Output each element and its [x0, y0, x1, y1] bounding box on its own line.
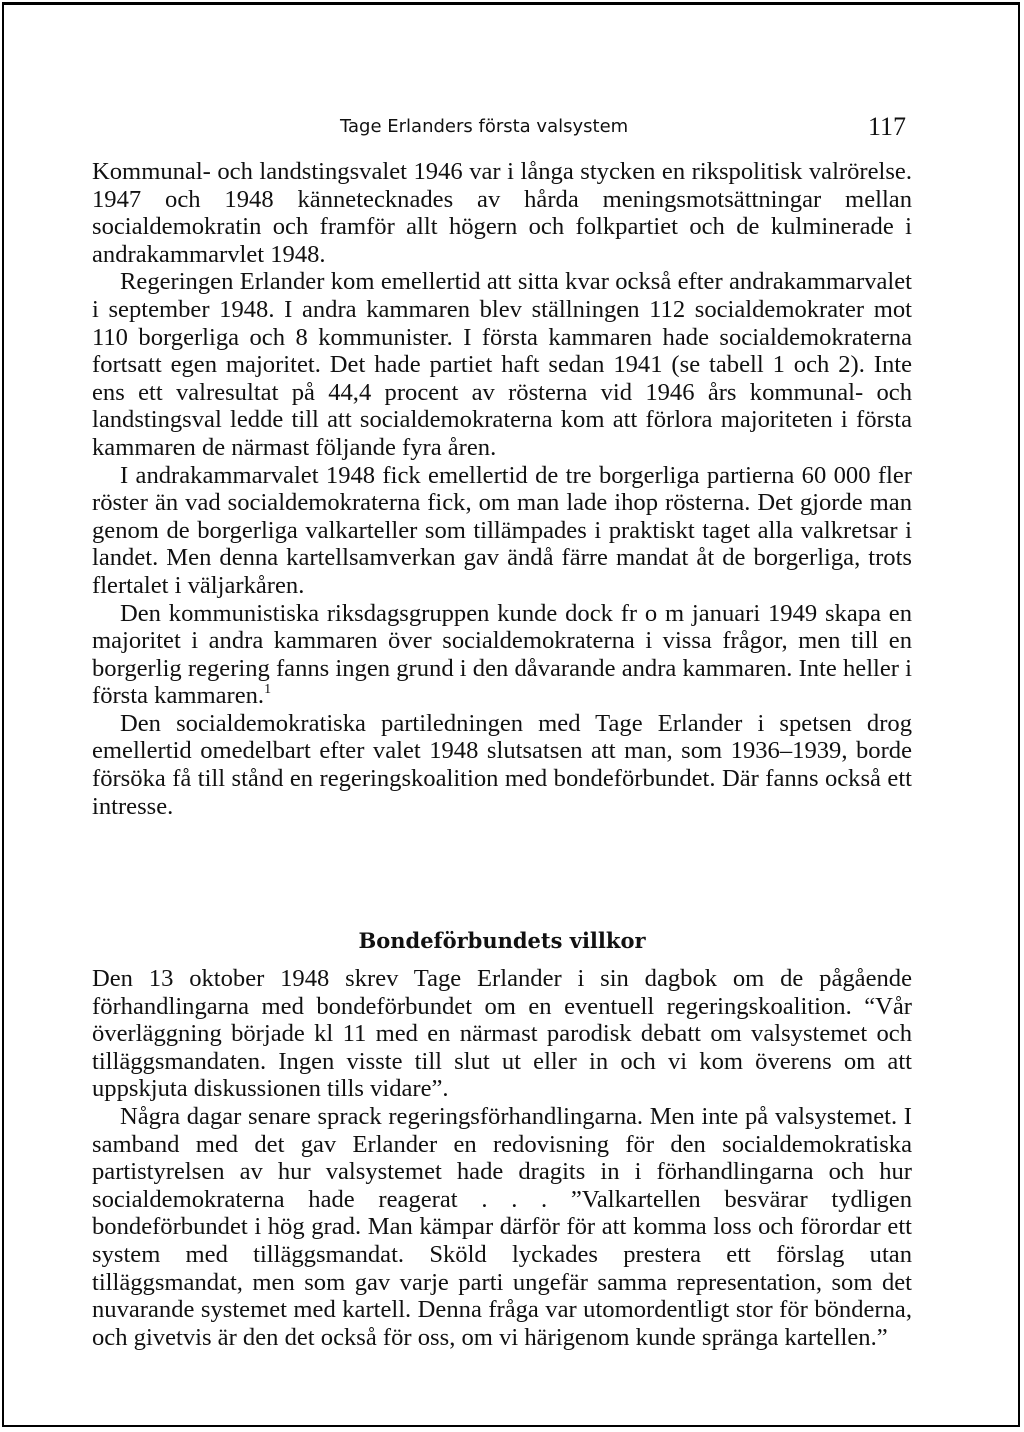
page-header — [92, 112, 910, 144]
paragraph-4 — [92, 600, 912, 710]
page-number: 117 — [867, 112, 906, 141]
section-paragraph-1: Den 13 oktober 1948 skrev Tage Erlander i sin dagbok om de pågående förhandlingarna med bondeförbundet om en eventuell regeringskoalition. “Vår överläggning började kl 11 med en närmast parodisk debatt om valsystemet och tilläggsmandaten. Ingen visste till slut ut eller in och vi kom överens om att uppskjuta diskussionen tills vidare”. — [92, 965, 912, 1103]
section-text — [92, 965, 912, 1351]
paragraph-4-text: Den kommunistiska riksdagsgruppen kunde dock fr o m januari 1949 skapa en majoritet i andra kammaren över socialdemokraterna i vissa frågor, men till en borgerlig regering fanns ingen grund i den dåvarande andra kammaren. Inte heller i första kammaren. — [92, 599, 912, 710]
section-heading: Bondeförbundets villkor — [358, 928, 646, 953]
paragraph-1: Kommunal- och landstingsvalet 1946 var i långa stycken en rikspolitisk valrörelse. 1947 och 1948 kännetecknades av hårda meningsmotsättningar mellan socialdemokratin och framför allt högern och folkpartiet och de kulminerade i andrakammarvlet 1948. — [92, 158, 912, 268]
paragraph-2: Regeringen Erlander kom emellertid att sitta kvar också efter andrakammarvalet i september 1948. I andra kammaren blev ställningen 112 socialdemokrater mot 110 borgerliga och 8 kommunister. I första kammaren hade socialdemokraterna fortsatt egen majoritet. Det hade partiet haft sedan 1941 (se tabell 1 och 2). Inte ens ett valresultat på 44,4 procent av rösterna vid 1946 års kommunal- och landstingsval ledde till att socialdemokraterna kom att förlora majoriteten i första kammaren de närmast följande fyra åren. — [92, 268, 912, 461]
paragraph-5: Den socialdemokratiska partiledningen med Tage Erlander i spetsen drog emellertid omedelbart efter valet 1948 slutsatsen att man, som 1936–1939, borde försöka få till stånd en regeringskoalition med bondeförbundet. Där fanns också ett intresse. — [92, 709, 912, 820]
paragraph-3: I andrakammarvalet 1948 fick emellertid de tre borgerliga partierna 60 000 fler röster än vad socialdemokraterna fick, om man lade ihop rösterna. Det gjorde man genom de borgerliga valkarteller som tillämpades i praktiskt taget alla valkretsar i landet. Men denna kartellsamverkan gav ändå färre mandat åt de borgerliga, trots flertalet i väljarkåren. — [92, 461, 912, 599]
section-paragraph-2: Några dagar senare sprack regeringsförhandlingarna. Men inte på valsystemet. I samband med det gav Erlander en redovisning för den socialdemokratiska partistyrelsen av hur valsystemet hade dragits in i förhandlingarna och hur socialdemokraterna hade reagerat . . . ”Valkartellen besvärar tydligen bondeförbundet i hög grad. Man kämpar därför för att komma loss och förordar ett system med tilläggsmandat. Sköld lyckades prestera ett förslag utan tilläggsmandat, men som gav varje parti ungefär samma representation, som det nuvarande systemet med kartell. Denna fråga var utomordentligt stor för bönderna, och givetvis är den det också för oss, om vi härigenom kunde spränga kartellen.” — [92, 1102, 912, 1351]
body-text — [92, 158, 912, 820]
running-title: Tage Erlanders första valsystem — [340, 116, 629, 137]
footnote-marker: 1 — [264, 682, 272, 698]
